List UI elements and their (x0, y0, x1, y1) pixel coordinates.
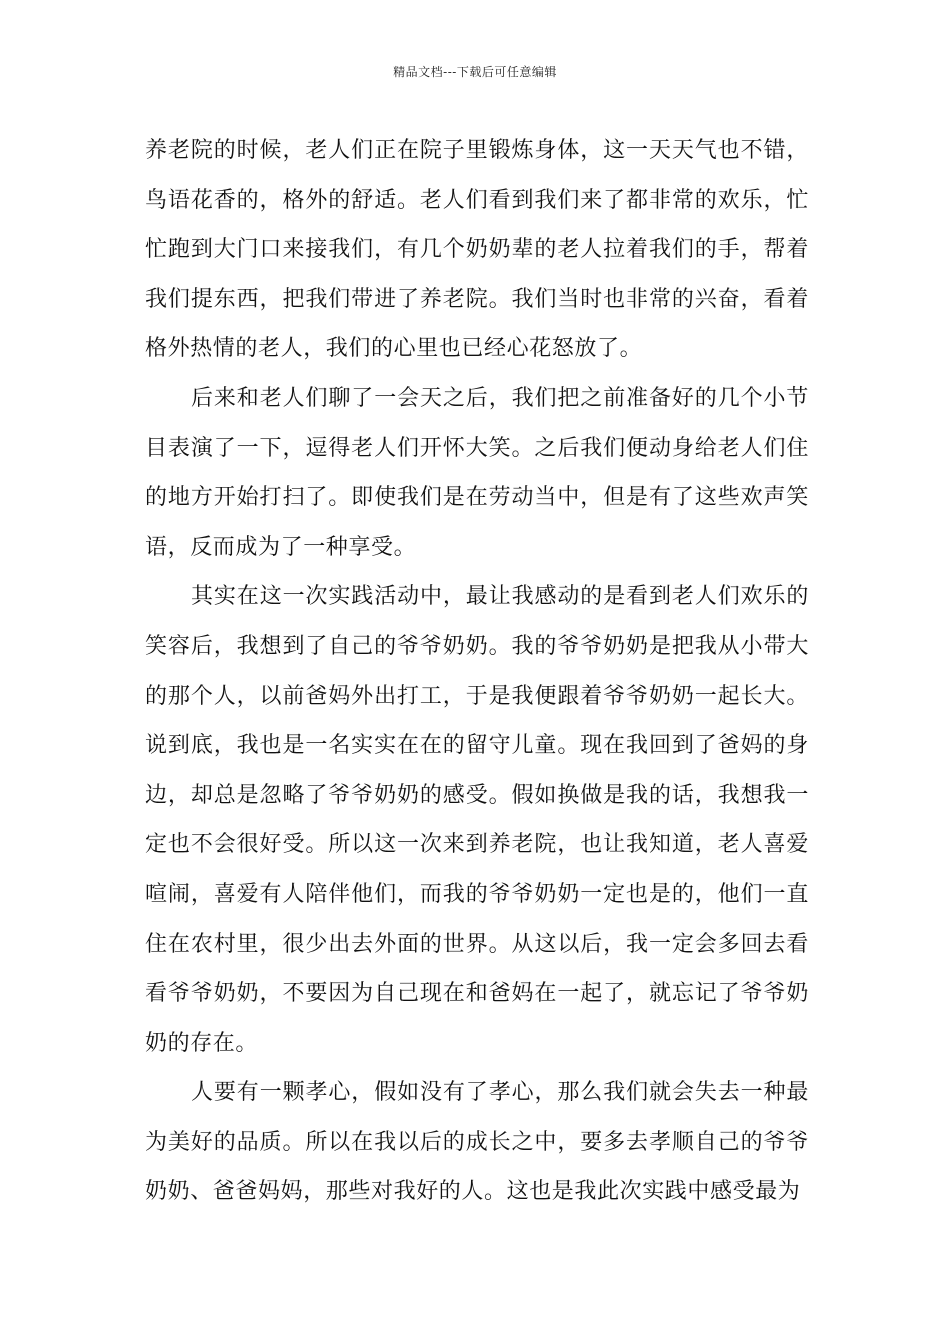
paragraph: 人要有一颗孝心，假如没有了孝心，那么我们就会失去一种最为美好的品质。所以在我以后的成长之中，要多去孝顺自己的爷爷奶奶、爸爸妈妈，那些对我好的人。这也是我此次实践中感受最为 (145, 1080, 809, 1205)
paragraph-continuation: 养老院的时候，老人们正在院子里锻炼身体，这一天天气也不错，鸟语花香的，格外的舒适。老人们看到我们来了都非常的欢乐，忙忙跑到大门口来接我们，有几个奶奶辈的老人拉着我们的手，帮着我们提东西，把我们带进了养老院。我们当时也非常的兴奋，看着格外热情的老人，我们的心里也已经心花怒放了。 (145, 138, 809, 362)
document-body (145, 126, 809, 1217)
paragraph: 其实在这一次实践活动中，最让我感动的是看到老人们欢乐的笑容后，我想到了自己的爷爷奶奶。我的爷爷奶奶是把我从小带大的那个人，以前爸妈外出打工，于是我便跟着爷爷奶奶一起长大。说到底，我也是一名实实在在的留守儿童。现在我回到了爸妈的身边，却总是忽略了爷爷奶奶的感受。假如换做是我的话，我想我一定也不会很好受。所以这一次来到养老院，也让我知道，老人喜爱喧闹，喜爱有人陪伴他们，而我的爷爷奶奶一定也是的，他们一直住在农村里，很少出去外面的世界。从这以后，我一定会多回去看看爷爷奶奶，不要因为自己现在和爸妈在一起了，就忘记了爷爷奶奶的存在。 (145, 584, 809, 1056)
paragraph: 后来和老人们聊了一会天之后，我们把之前准备好的几个小节目表演了一下，逗得老人们开怀大笑。之后我们便动身给老人们住的地方开始打扫了。即使我们是在劳动当中，但是有了这些欢声笑语，反而成为了一种享受。 (145, 385, 809, 560)
page-header: 精品文档---下载后可任意编辑 (393, 65, 557, 79)
